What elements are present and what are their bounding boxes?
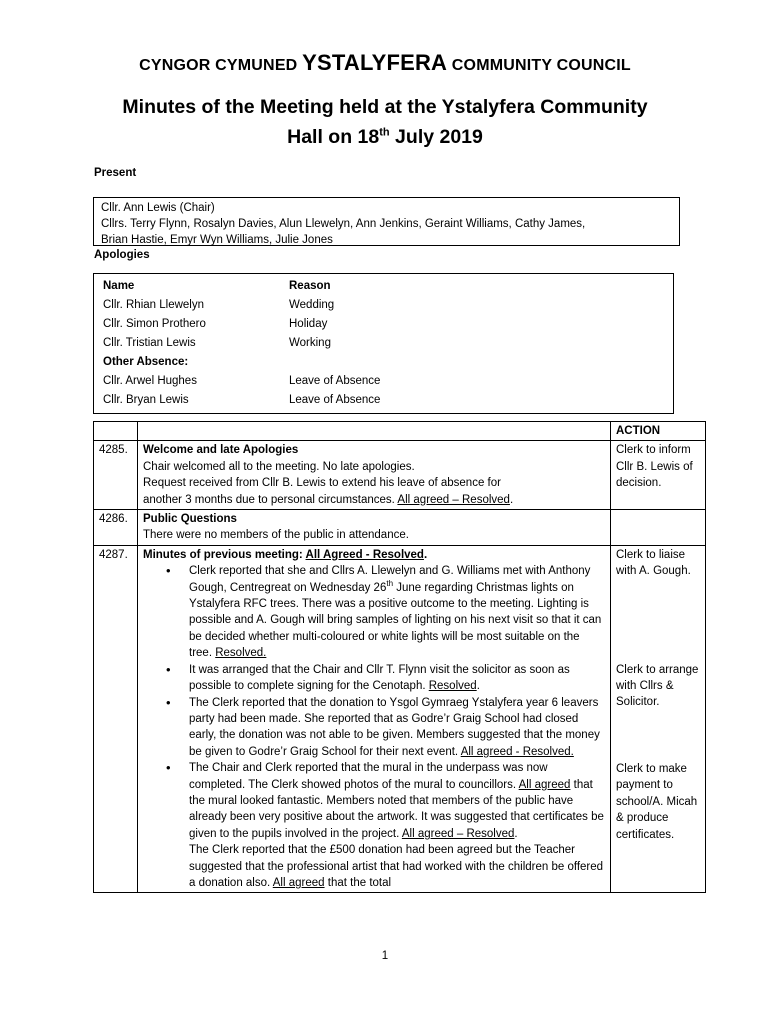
table-row (94, 510, 706, 546)
title-line-1: Minutes of the Meeting held at the Ystalyfera Community (122, 96, 648, 118)
list-item: • It was arranged that the Chair and Cllr T. Flynn visit the solicitor as soon as possible to complete signing for the Cenotaph. Resolved. (189, 662, 605, 695)
apologies-box: Name Reason Cllr. Rhian Llewelyn Wedding Cllr. Simon Prothero Holiday Cllr. Tristian Lewis Working Other Absence: Cllr. Arwel Hughes Leave of Absence Cllr. Bryan Lewis Leave of Absence (93, 273, 674, 414)
header-prefix: CYNGOR CYMUNED (139, 57, 298, 74)
present-box (93, 197, 680, 246)
item-number: 4287. (94, 545, 138, 893)
council-header (0, 50, 770, 76)
list-item: • The Clerk reported that the donation to Ysgol Gymraeg Ystalyfera year 6 leavers party had been made. She reported that as Godre’r Graig School had closed early, the donation was not able to be given. Members suggested that the money be given to Godre’r Graig School for their next event. All agreed - Resolved. (189, 695, 605, 761)
item-number: 4286. (94, 510, 138, 546)
action-text: Clerk to arrange with Cllrs & Solicitor. (616, 663, 699, 709)
item-heading: Public Questions (143, 513, 237, 526)
item-heading: Minutes of previous meeting: All Agreed - Resolved. (143, 548, 428, 561)
item-body: Public Questions There were no members of the public in attendance. (138, 510, 611, 546)
apologies-label: Apologies (94, 249, 150, 261)
page-title (60, 92, 710, 152)
table-row (94, 441, 706, 510)
list-item: • Clerk reported that she and Cllrs A. Llewelyn and G. Williams met with Anthony Gough, Centregreat on Wednesday 26th June regarding Christmas lights on Ystalyfera RFC trees. There was a positive outcome to the meeting. Lighting is possible and A. Gough will bring samples of lighting on his next visit so that it can be decided whether multi-coloured or white lights will be most suitable on the tree. Resolved. (189, 563, 605, 661)
table-row (94, 545, 706, 893)
bullet-list (143, 563, 605, 891)
item-action (611, 545, 706, 893)
present-label: Present (94, 167, 137, 179)
item-number: 4285. (94, 441, 138, 510)
present-chair: Cllr. Ann Lewis (Chair) (101, 202, 215, 214)
page-number: 1 (381, 950, 389, 962)
col-name-header: Name (103, 280, 135, 292)
action-text: Clerk to liaise with A. Gough. (616, 548, 691, 578)
action-header: ACTION (611, 422, 706, 441)
col-reason-header: Reason (289, 280, 331, 292)
item-heading: Welcome and late Apologies (143, 444, 299, 457)
item-body (138, 545, 611, 893)
item-body: Welcome and late Apologies Chair welcomed all to the meeting. No late apologies. Request received from Cllr B. Lewis to extend his leave of absence for another 3 months due to personal circumstances. All agreed – Resolved. (138, 441, 611, 510)
header-town: YSTALYFERA (302, 50, 448, 75)
present-members-line-2: Brian Hastie, Emyr Wyn Williams, Julie Jones (101, 234, 333, 246)
header-suffix: COMMUNITY COUNCIL (451, 57, 631, 74)
title-line-2: Hall on 18th July 2019 (287, 126, 483, 148)
table-header-row (94, 422, 706, 441)
item-action: Clerk to inform Cllr B. Lewis of decision. (611, 441, 706, 510)
list-item: • The Chair and Clerk reported that the mural in the underpass was now completed. The Clerk showed photos of the mural to councillors. All agreed that the mural looked fantastic. Members noted that members of the public have already been very positive about the artwork. It was suggested that certificates be given to the pupils involved in the project. All agreed – Resolved. The Clerk reported that the £500 donation had been agreed but the Teacher suggested that the professional artist that had worked with the children be offered a donation also. All agreed that the total (189, 760, 605, 891)
present-members-line-1: Cllrs. Terry Flynn, Rosalyn Davies, Alun Llewelyn, Ann Jenkins, Geraint Williams, Cathy James, (101, 218, 586, 230)
minutes-table (93, 421, 706, 893)
item-action (611, 510, 706, 546)
action-text: Clerk to make payment to school/A. Micah & produce certificates. (616, 762, 698, 841)
